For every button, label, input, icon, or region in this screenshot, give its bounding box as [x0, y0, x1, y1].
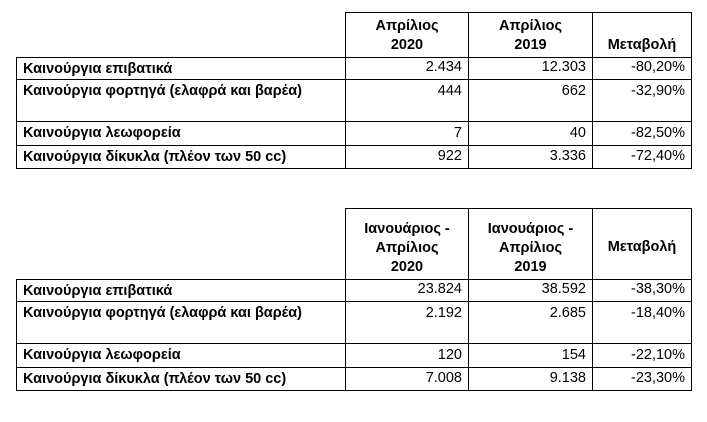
value-change: -23,30%: [593, 368, 692, 391]
value-2020: 23.824: [346, 280, 469, 302]
value-2019: 40: [469, 122, 593, 146]
table-row: [17, 58, 692, 80]
table-header-row: [17, 13, 692, 58]
value-2020: 922: [346, 146, 469, 169]
table-row: [17, 368, 692, 391]
table-row: [17, 80, 692, 122]
row-label: Καινούργια λεωφορεία: [17, 122, 346, 146]
value-2020: 120: [346, 344, 469, 368]
table-row: [17, 122, 692, 146]
row-label: Καινούργια επιβατικά: [17, 58, 346, 80]
header-change: Μεταβολή: [593, 209, 692, 280]
header-change: Μεταβολή: [593, 13, 692, 58]
value-2019: 3.336: [469, 146, 593, 169]
value-2020: 7: [346, 122, 469, 146]
jan-april-comparison-table: [16, 208, 692, 391]
value-2019: 12.303: [469, 58, 593, 80]
table-header-row: [17, 209, 692, 280]
value-2020: 2.434: [346, 58, 469, 80]
header-blank-cell: [17, 209, 346, 280]
value-2019: 38.592: [469, 280, 593, 302]
value-change: -22,10%: [593, 344, 692, 368]
value-2019: 2.685: [469, 302, 593, 344]
april-comparison-table: [16, 12, 692, 169]
value-change: -80,20%: [593, 58, 692, 80]
value-change: -38,30%: [593, 280, 692, 302]
header-april-2020: Απρίλιος 2020: [346, 13, 469, 58]
header-april-2019: Απρίλιος 2019: [469, 13, 593, 58]
value-2020: 7.008: [346, 368, 469, 391]
value-2020: 444: [346, 80, 469, 122]
table-row: [17, 302, 692, 344]
row-label: Καινούργια δίκυκλα (πλέον των 50 cc): [17, 146, 346, 169]
value-2019: 154: [469, 344, 593, 368]
value-change: -18,40%: [593, 302, 692, 344]
value-2020: 2.192: [346, 302, 469, 344]
row-label: Καινούργια επιβατικά: [17, 280, 346, 302]
value-change: -82,50%: [593, 122, 692, 146]
row-label: Καινούργια φορτηγά (ελαφρά και βαρέα): [17, 80, 346, 122]
table-row: [17, 146, 692, 169]
value-change: -32,90%: [593, 80, 692, 122]
value-2019: 662: [469, 80, 593, 122]
value-change: -72,40%: [593, 146, 692, 169]
table-row: [17, 344, 692, 368]
value-2019: 9.138: [469, 368, 593, 391]
header-blank-cell: [17, 13, 346, 58]
header-jan-apr-2020: Ιανουάριος - Απρίλιος 2020: [346, 209, 469, 280]
row-label: Καινούργια δίκυκλα (πλέον των 50 cc): [17, 368, 346, 391]
table-row: [17, 280, 692, 302]
header-jan-apr-2019: Ιανουάριος - Απρίλιος 2019: [469, 209, 593, 280]
row-label: Καινούργια φορτηγά (ελαφρά και βαρέα): [17, 302, 346, 344]
row-label: Καινούργια λεωφορεία: [17, 344, 346, 368]
